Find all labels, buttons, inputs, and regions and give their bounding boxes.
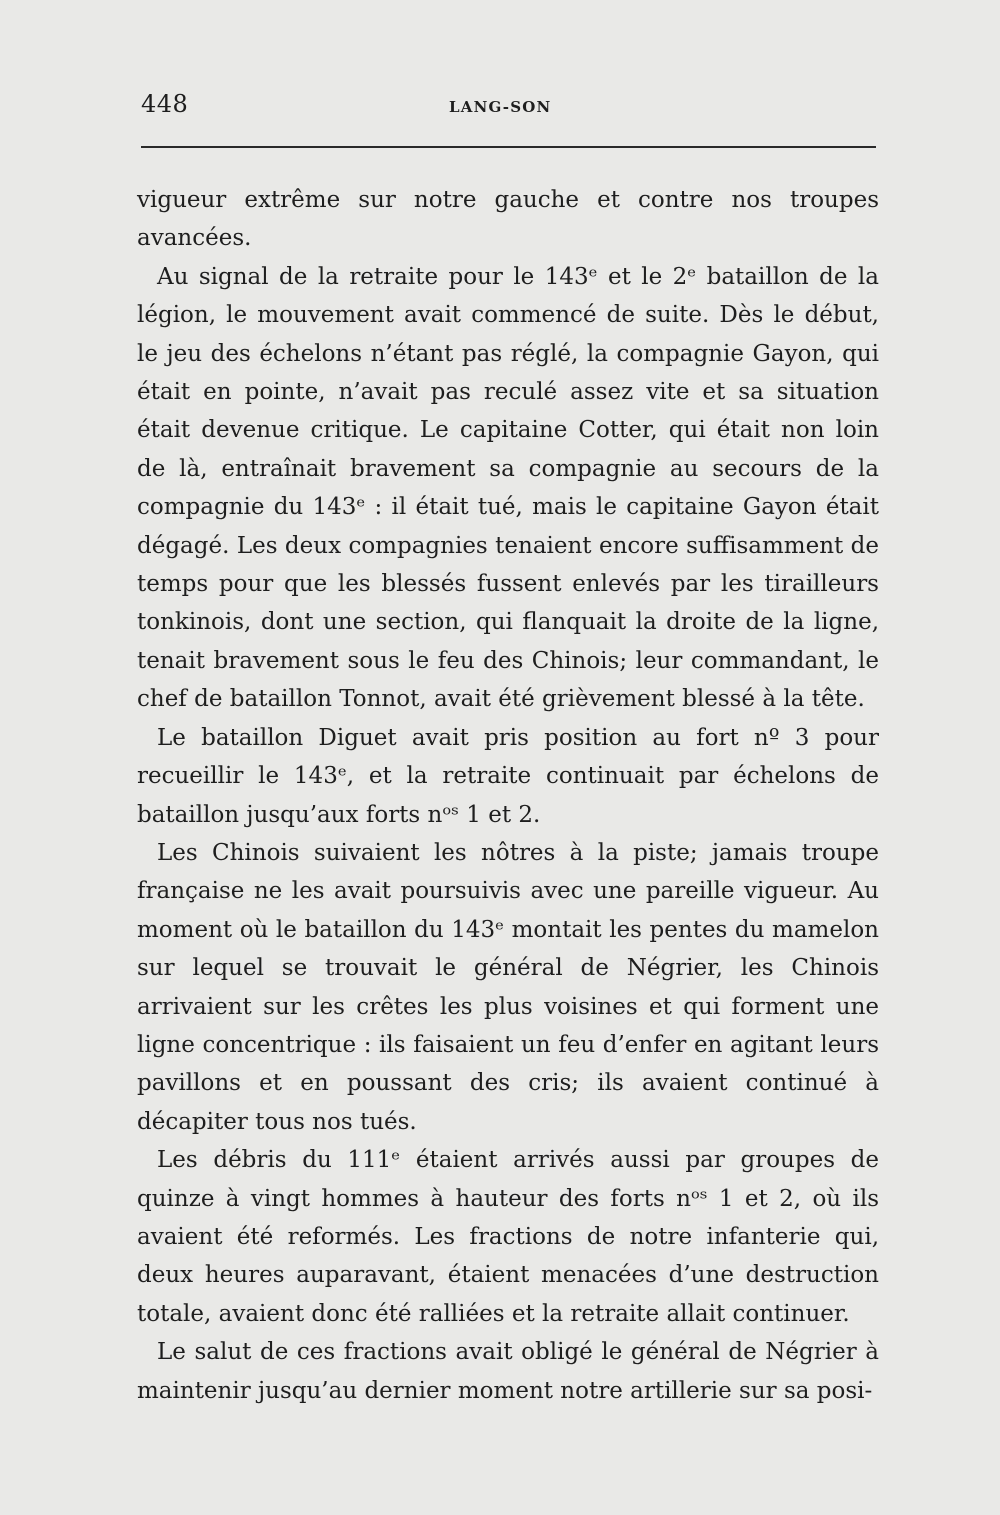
paragraph: Le salut de ces fractions avait obligé le général de Négrier à maintenir jusqu’au dernier moment notre artillerie sur sa posi-	[137, 1339, 879, 1404]
paragraph-continued: vigueur extrême sur notre gauche et contre nos troupes avancées.	[137, 187, 879, 252]
paragraph: Le bataillon Diguet avait pris position au fort nº 3 pour recueillir le 143ᵉ, et la retraite continuait par échelons de bataillon jusqu’aux forts nᵒˢ 1 et 2.	[137, 724, 879, 828]
paragraph: Les débris du 111ᵉ étaient arrivés aussi par groupes de quinze à vingt hommes à hauteur des forts nᵒˢ 1 et 2, où ils avaient été reformés. Les fractions de notre infanterie qui, deux heures auparavant, étaient menacées d’une destruction totale, avaient donc été ralliées et la retraite allait continuer.	[137, 1147, 879, 1327]
paragraph: Les Chinois suivaient les nôtres à la piste; jamais troupe française ne les avait poursuivis avec une pareille vigueur. Au moment où le bataillon du 143ᵉ montait les pentes du mamelon sur lequel se trouvait le général de Négrier, les Chinois arrivaient sur les crêtes les plus voisines et qui forment une ligne concentrique : ils faisaient un feu d’enfer en agitant leurs pavillons et en poussant des cris; ils avaient continué à décapiter tous nos tués.	[137, 839, 879, 1135]
paragraph: Au signal de la retraite pour le 143ᵉ et le 2ᵉ bataillon de la légion, le mouvement avait commencé de suite. Dès le début, le jeu des échelons n’étant pas réglé, la compagnie Gayon, qui était en pointe, n’avait pas reculé assez vite et sa situation était devenue critique. Le capitaine Cotter, qui était non loin de là, entraînait bravement sa compagnie au secours de la compagnie du 143ᵉ : il était tué, mais le capitaine Gayon était dégagé. Les deux compagnies tenaient encore suffisamment de temps pour que les blessés fussent enlevés par les tirailleurs tonkinois, dont une section, qui flanquait la droite de la ligne, tenait bravement sous le feu des Chinois; leur commandant, le chef de bataillon Tonnot, avait été grièvement blessé à la tête.	[137, 263, 879, 713]
page-number: 448	[141, 90, 189, 118]
body-text	[137, 181, 879, 1410]
running-title: LANG-SON	[449, 98, 552, 116]
header-rule	[141, 146, 876, 148]
page-header	[141, 90, 876, 124]
